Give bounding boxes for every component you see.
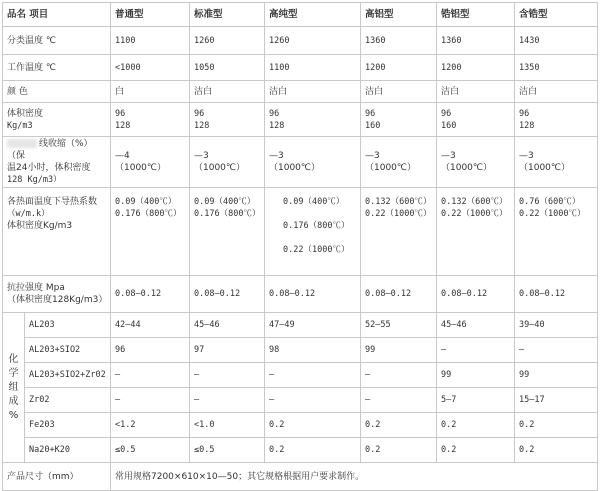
cell: 0.2	[361, 413, 437, 438]
cell: 1050	[190, 55, 265, 81]
chem-group-label: 化 学 组 成 %	[3, 313, 25, 463]
row-label	[3, 188, 111, 276]
blurred-text	[7, 139, 37, 148]
row-class-temp	[3, 27, 598, 55]
cell: 1360	[361, 27, 437, 55]
cell: 1430	[515, 27, 598, 55]
label-line: 各热面温度下导热系数	[7, 197, 98, 207]
cell: 15—17	[515, 388, 598, 413]
cell: —	[265, 388, 361, 413]
row-density	[3, 103, 598, 137]
row-work-temp	[3, 55, 598, 81]
cell: 0.09（400℃） 0.176（800℃） 0.22（1000℃）	[265, 188, 361, 276]
cell: 白	[111, 81, 190, 103]
cell: —3 （1000℃）	[515, 137, 598, 188]
cell: —	[111, 388, 190, 413]
row-size	[3, 463, 598, 491]
header-label: 品名 项目	[3, 3, 111, 27]
label-line: Kg/m3	[7, 120, 33, 131]
cell: 0.2	[437, 438, 515, 463]
header-row	[3, 3, 598, 27]
cell: 45—46	[190, 313, 265, 338]
chem-name: Fe203	[25, 413, 111, 438]
cell: 5—7	[437, 388, 515, 413]
cell: —	[437, 338, 515, 363]
row-conductivity	[3, 188, 598, 276]
cell: —	[190, 363, 265, 388]
row-label: 颜 色	[3, 81, 111, 103]
chem-row	[3, 438, 598, 463]
cell: 0.2	[437, 413, 515, 438]
chem-name: Na20+K20	[25, 438, 111, 463]
cell: —	[361, 388, 437, 413]
cell: 1260	[265, 27, 361, 55]
chem-name: AL203	[25, 313, 111, 338]
cell: 96 128	[515, 103, 598, 137]
cell: —	[111, 363, 190, 388]
cell: 96 128	[190, 103, 265, 137]
cell: —3 （1000℃）	[265, 137, 361, 188]
header-col: 含锆型	[515, 3, 598, 27]
row-label	[3, 137, 111, 188]
cell: 0.08—0.12	[111, 276, 190, 313]
row-tensile	[3, 276, 598, 313]
label-line: 抗拉强度 Mpa	[7, 283, 65, 293]
cell: 0.2	[265, 438, 361, 463]
cell: —3 （1000℃）	[361, 137, 437, 188]
row-label	[3, 103, 111, 137]
cell: 0.09（400℃） 0.176（800℃）	[111, 188, 190, 276]
chem-name: Zr02	[25, 388, 111, 413]
cell: 洁白	[361, 81, 437, 103]
cell: ≤0.5	[111, 438, 190, 463]
cell: 1100	[111, 27, 190, 55]
cell: 0.76（600℃） 0.22（1000℃）	[515, 188, 598, 276]
header-col: 标准型	[190, 3, 265, 27]
cell: <1.2	[111, 413, 190, 438]
label-line: （w/m.k）	[7, 209, 50, 219]
cell: 96 160	[437, 103, 515, 137]
cell: 0.09（400℃） 0.176（800℃）	[190, 188, 265, 276]
label-line: 温24小时，体积密度	[7, 163, 91, 173]
cell: 洁白	[515, 81, 598, 103]
cell: —	[190, 388, 265, 413]
cell: 洁白	[437, 81, 515, 103]
cell: 96 160	[361, 103, 437, 137]
cell: —	[265, 363, 361, 388]
cell: —	[515, 338, 598, 363]
cell: 99	[437, 363, 515, 388]
row-label	[3, 276, 111, 313]
cell: <1.0	[190, 413, 265, 438]
label-line: 体积密度	[7, 108, 44, 119]
cell: 99	[515, 363, 598, 388]
cell: 0.2	[265, 413, 361, 438]
cell: 0.08—0.12	[437, 276, 515, 313]
header-col: 锆铝型	[437, 3, 515, 27]
product-spec-table	[2, 2, 598, 491]
cell: 45—46	[437, 313, 515, 338]
cell: 0.08—0.12	[190, 276, 265, 313]
cell: 96 128	[265, 103, 361, 137]
header-col: 普通型	[111, 3, 190, 27]
row-shrinkage	[3, 137, 598, 188]
cell: 99	[361, 338, 437, 363]
cell: 42—44	[111, 313, 190, 338]
cell: 0.2	[515, 438, 598, 463]
cell: 1100	[265, 55, 361, 81]
label-line: 体积密度Kg/m3	[7, 221, 73, 231]
spec-table-container	[2, 2, 597, 482]
cell: 0.2	[515, 413, 598, 438]
cell: 1360	[437, 27, 515, 55]
chem-row	[3, 363, 598, 388]
cell: ≤0.5	[190, 438, 265, 463]
row-label: 工作温度 ℃	[3, 55, 111, 81]
cell: —4 （1000℃）	[111, 137, 190, 188]
cell: 1200	[361, 55, 437, 81]
cell: 98	[265, 338, 361, 363]
header-col: 高纯型	[265, 3, 361, 27]
cell: —3 （1000℃）	[437, 137, 515, 188]
size-value: 常用规格7200×610×10—50；其它规格根据用户要求制作。	[111, 463, 598, 491]
cell: 52—55	[361, 313, 437, 338]
label-line: 线收缩（%）（保	[7, 139, 93, 161]
row-label: 产品尺寸（mm）	[3, 463, 111, 491]
cell: —3 （1000℃）	[190, 137, 265, 188]
row-label: 分类温度 ℃	[3, 27, 111, 55]
cell: 97	[190, 338, 265, 363]
cell: 0.08—0.12	[265, 276, 361, 313]
cell: 1200	[437, 55, 515, 81]
chem-name: AL203+SIO2+Zr02	[25, 363, 111, 388]
cell: 0.2	[361, 438, 437, 463]
cell: 洁白	[265, 81, 361, 103]
chem-row	[3, 338, 598, 363]
label-line: （体积密度128Kg/m3）	[7, 295, 108, 305]
label-line: 128 Kg/m3）	[7, 175, 62, 185]
chem-row	[3, 413, 598, 438]
cell: <1000	[111, 55, 190, 81]
chem-row	[3, 313, 598, 338]
cell: 洁白	[190, 81, 265, 103]
cell: 1260	[190, 27, 265, 55]
header-col: 高铝型	[361, 3, 437, 27]
cell: 1350	[515, 55, 598, 81]
cell: 96	[111, 338, 190, 363]
cell: 96 128	[111, 103, 190, 137]
cell: 0.132（600℃） 0.22（1000℃）	[437, 188, 515, 276]
cell: —	[361, 363, 437, 388]
chem-row	[3, 388, 598, 413]
cell: 39—40	[515, 313, 598, 338]
row-color	[3, 81, 598, 103]
cell: 0.08—0.12	[515, 276, 598, 313]
cell: 0.08—0.12	[361, 276, 437, 313]
cell: 47—49	[265, 313, 361, 338]
chem-name: AL203+SIO2	[25, 338, 111, 363]
cell: 0.132（600℃） 0.22（1000℃）	[361, 188, 437, 276]
